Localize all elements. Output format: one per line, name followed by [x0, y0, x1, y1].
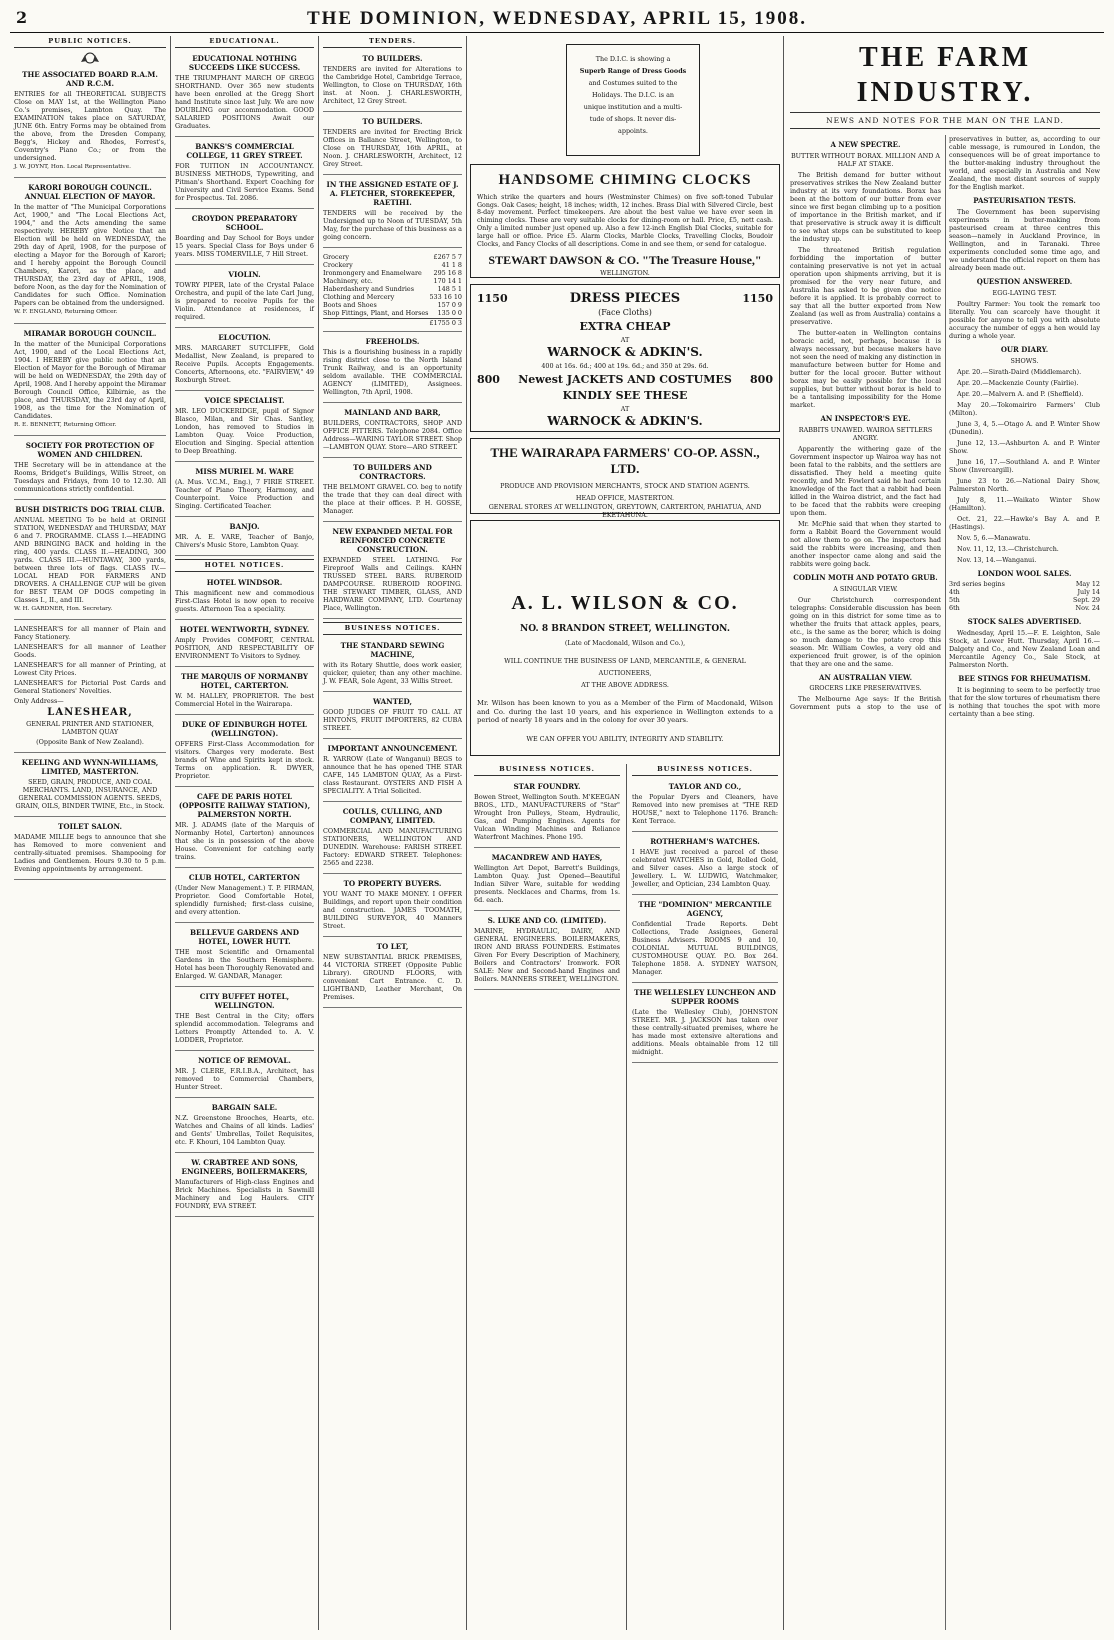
chiming-clocks-ad: [470, 164, 780, 278]
ad-signature: R. E. BENNETT, Returning Officer.: [14, 421, 117, 428]
ad-title: DUKE OF EDINBURGH HOTEL (WELLINGTON).: [182, 720, 307, 739]
warnock-prices: 400 at 16s. 6d.; 400 at 19s. 6d.; and 350 at 29s. 6d.: [541, 362, 709, 370]
notice-ad: [14, 326, 166, 436]
notice-ad: [175, 211, 314, 265]
ad-title: ELOCUTION.: [218, 333, 271, 343]
diary-entry: May 20.—Tokomairiro Farmers' Club (Milton).: [949, 400, 1100, 417]
article-paragraph: The butter-eaten in Wellington contains boracic acid, not, perhaps, because it is always necessary, but because makers have not seen the need of making any distinction in manufacture between butter for Home and butter for the local grocer. Butter without borax may be easily possible for the local supplies, but butter without borax is held to be a tantalising impossibility for the Home market.: [790, 329, 941, 410]
section-heading: BUSINESS NOTICES.: [632, 764, 778, 776]
section-subtitle: NEWS AND NOTES FOR THE MAN ON THE LAND.: [790, 112, 1100, 129]
stock-value: £267 5 7: [433, 253, 462, 262]
diary-entry: June 16, 17.—Southland A. and P. Winter Show (Invercargill).: [949, 457, 1100, 474]
al-wilson-ad: [470, 520, 780, 756]
article-heading: QUESTION ANSWERED.: [976, 277, 1073, 287]
diary-entry: July 8, 11.—Waikato Winter Show (Hamilton).: [949, 495, 1100, 512]
column-rule: [626, 764, 627, 1630]
ad-title: TAYLOR AND CO.,: [668, 782, 742, 792]
ad-title: FREEHOLDS.: [365, 337, 420, 347]
stock-value: 295 16 8: [433, 269, 462, 278]
ad-body: COMMERCIAL AND MANUFACTURING STATIONERS, WELLINGTON AND DUNEDIN. Warehouse: FARISH STREET. Factory: EDWARD STREET. Telephones: 2565 and 2238.: [323, 827, 462, 868]
dic-line: tude of shops. It never dis-: [589, 115, 677, 123]
ad-title: MIRAMAR BOROUGH COUNCIL.: [23, 328, 157, 338]
ad-title: CROYDON PREPARATORY SCHOOL.: [191, 214, 298, 233]
ad-body: GOOD JUDGES OF FRUIT TO CALL AT HINTONS, FRUIT IMPORTERS, 82 CUBA STREET.: [323, 708, 462, 733]
ad-title: EDUCATIONAL NOTHING SUCCEEDS LIKE SUCCESS.: [188, 54, 301, 73]
dic-line: unique institution and a multi-: [583, 103, 683, 111]
ad-body: THE most Scientific and Ornamental Gardens in the Southern Hemisphere. Hotel has been Thoroughly Renovated and Enlarged. W. GANDAR, Manager.: [175, 948, 314, 981]
wool-date: May 12: [1075, 580, 1100, 589]
ad-body: N.Z. Greenstone Brooches, Hearts, etc. Watches and Chains of all kinds. Ladies' and Gents' Umbrellas, Toilet Requisites, etc. F. Khouri, 104 Lambton Quay.: [175, 1114, 314, 1147]
ad-title: MACANDREW AND HAYES,: [491, 853, 603, 863]
ad-title: TO BUILDERS.: [362, 117, 423, 127]
ad-title: THE STANDARD SEWING MACHINE,: [340, 641, 445, 660]
ad-body: SEED, GRAIN, PRODUCE, AND COAL MERCHANTS. LAND, INSURANCE, AND GENERAL COMMISSION AGENTS. SEEDS, GRAIN, OILS, BINDER TWINE, Etc., in Stock.: [15, 777, 165, 810]
ad-body: Bowen Street, Wellington South. M'KEEGAN BROS., LTD., MANUFACTURERS of "Star" Wrought Iron Pulleys, Steam, Hydraulic, Gas, and Pumping Engines. Agents for Vulcan Winding Machines and Reliance Waterfront Machines. Phone 195.: [474, 793, 620, 842]
section-heading: PUBLIC NOTICES.: [14, 36, 166, 48]
dic-line: Superb Range of Dress Goods: [579, 67, 687, 75]
notice-ad: [632, 834, 778, 895]
bee-body: It is beginning to seem to be perfectly true that for the slow tortures of rheumatism there is nothing that touches the spot with more certainty than a bee sting.: [949, 685, 1100, 718]
stock-item: Haberdashery and Sundries: [323, 285, 414, 294]
ad-body: OFFERS First-Class Accommodation for visitors. Charges very moderate. Best brands of Wine and Spirits kept in stock. Terms on application. R. DWYER, Proprietor.: [175, 740, 314, 781]
wilson-late: (Late of Macdonald, Wilson and Co.),: [564, 639, 686, 648]
article-paragraph: The British demand for butter without preservatives strikes the New Zealand butter industry at its very foundations. Borax has been at the bottom of our butter from ever since we first began climbing up to a position of importance in the British market, and if that preservative is struck away it is difficult to see what steps can be substituted to keep the industry up.: [790, 171, 941, 244]
laneshear-address: (Opposite Bank of New Zealand).: [36, 737, 144, 746]
ad-body: MR. J. ADAMS (late of the Marquis of Normanby Hotel, Carterton) announces that she is in possession of the above House. Convenient for catching early trains.: [175, 821, 314, 862]
ad-title: THE WELLESLEY LUNCHEON AND SUPPER ROOMS: [634, 988, 776, 1007]
ad-body: THE BELMONT GRAVEL CO. beg to notify the trade that they can deal direct with the place at their offices. P. H. GOSSE, Manager.: [323, 483, 462, 516]
notice-ad: [323, 51, 462, 112]
article-heading: A NEW SPECTRE.: [830, 140, 901, 150]
wilson-title: A. L. WILSON & CO.: [511, 592, 739, 614]
warnock-adkins-ad: [470, 284, 780, 432]
ad-body: with its Rotary Shuttle, does work easier, quicker, quieter, than any other machine. J. W. FEAR, Sole Agent, 33 Willis Street.: [323, 661, 462, 686]
wilson-address: NO. 8 BRANDON STREET, WELLINGTON.: [520, 624, 730, 634]
ad-body: YOU WANT TO MAKE MONEY. I OFFER Buildings, and report upon their condition and construction. JAMES TOOMATH, BUILDING SURVEYOR, 40 Manners Street.: [323, 890, 462, 931]
ad-body: This is a flourishing business in a rapidly rising district close to the North Island Trunk Railway, and is an opportunity seldom available. THE COMMERCIAL AGENCY (LIMITED), Assignees. Wellington, 7th April, 1908.: [323, 348, 462, 397]
stock-row: [323, 301, 462, 309]
notice-ad: [632, 985, 778, 1063]
stock-sales: Wednesday, April 15.—F. E. Leighton, Sale Stock, at Lower Hutt. Thursday, April 16.—Dalgety and Co., and New Zealand Loan and Mercantile Agency Co., Sale Stock, at Palmerston North.: [949, 629, 1100, 670]
stock-heading: STOCK SALES ADVERTISED.: [967, 617, 1082, 627]
wairarapa-line: HEAD OFFICE, MASTERTON.: [575, 493, 675, 502]
wool-series: 5th: [949, 596, 960, 605]
ad-title: TOILET SALON.: [57, 821, 123, 831]
notice-ad: [14, 180, 166, 323]
warnock-line: WARNOCK & ADKIN'S.: [547, 345, 703, 359]
notice-ad: [323, 524, 462, 619]
stock-row: [323, 253, 462, 261]
ad-body: (Late the Wellesley Club), JOHNSTON STREET. MR. J. JACKSON has taken over these centrally-situated premises, where he has made most extensive alterations and additions. Meals obtainable from 12 till midnight.: [632, 1008, 778, 1057]
wool-heading: LONDON WOOL SALES.: [977, 568, 1072, 578]
article-paragraph: Apparently the withering gaze of the Government inspector up Wairoa way has not been fatal to the rabbits, and the settlers are dissatisfied. They held a meeting quite recently, and Mr. Fowlerd said he had certain knowledge of the fact that a rabbit had been killed in the Wairoa district, and the fact had to be faced that the rabbits were creeping upon them.: [790, 444, 941, 517]
stock-item: Machinery, etc.: [323, 277, 373, 286]
farm-articles: [790, 135, 1100, 1630]
wilson-line: AT THE ABOVE ADDRESS.: [581, 681, 669, 690]
stock-row: [323, 293, 462, 301]
ad-title: THE ASSOCIATED BOARD R.A.M. AND R.C.M.: [22, 70, 158, 89]
ad-body: Confidential Trade Reports. Debt Collections, Trade Assignees, General Business Advisers. ROOMS 9 and 10, COLONIAL MUTUAL BUILDINGS, CUSTOMHOUSE QUAY. P.O. Box 264. Telephone 1858. A. SYDNEY WATSON, Manager.: [632, 920, 778, 977]
notice-ad: [175, 575, 314, 620]
wool-date: July 14: [1077, 588, 1100, 597]
notice-ad: [323, 876, 462, 937]
stock-table: [323, 250, 462, 332]
ad-body: In the matter of "The Municipal Corporations Act, 1900," and "The Local Elections Act, 1904," and the Acts amending the same respectively. HEREBY give Notice that an Election will be held on WEDNESDAY, the 29th day of April, 1908, for the purpose of electing a Mayor for the Borough of Karori; and I hereby appoint the Borough Council Chambers, Karori, as the place, and THURSDAY, the 23rd day of APRIL, 1908, before Noon, as the day for the Nomination of Candidates for such Office. Nomination Papers can be obtained from the undersigned.: [14, 203, 166, 308]
ad-body: MR. J. CLERE, F.R.I.B.A., Architect, has removed to Commercial Chambers, Hunter Street.: [175, 1067, 314, 1092]
article-paragraph: Poultry Farmer: You took the remark too literally. You can scarcely have thought it possible for anyone to tell you with absolute accuracy the number of eggs a hen would lay during a whole year.: [949, 299, 1100, 340]
wilson-line: WILL CONTINUE THE BUSINESS OF LAND, MERCANTILE, & GENERAL: [504, 657, 746, 666]
notice-ad: [14, 67, 166, 178]
laneshear-line: LANESHEAR'S for all manner of Leather Goods.: [14, 643, 166, 660]
wairarapa-title: THE WAIRARAPA FARMERS' CO-OP. ASSN., LTD.: [490, 445, 760, 477]
clocks-place: WELLINGTON.: [600, 268, 650, 277]
clocks-firm: STEWART DAWSON & CO. "The Treasure House,": [488, 252, 762, 267]
article-heading: PASTEURISATION TESTS.: [973, 196, 1076, 206]
ad-body: MADAME MILLIE begs to announce that she has Removed to more convenient and centrally-situated premises. Shampooing for Ladies and Gentlemen. Hours 9.30 to 5 p.m. Evening appointments by arrangement.: [14, 832, 166, 873]
wairarapa-farmers-ad: [470, 438, 780, 519]
ad-body: TENDERS are invited for Erecting Brick Offices in Ballance Street, Wellington, to Close on THURSDAY, 16th APRIL, at Noon. J. CHARLESWORTH, Architect, 12 Grey Street.: [323, 128, 462, 169]
article-subheading: RABBITS UNAWED. WAIROA SETTLERS ANGRY.: [798, 425, 933, 442]
masthead: [10, 6, 1104, 33]
diary-entry: Nov. 5, 6.—Manawatu.: [957, 533, 1031, 542]
article-subheading: A SINGULAR VIEW.: [833, 584, 898, 593]
notice-ad: [175, 1100, 314, 1153]
diary-entry: Apr. 20.—Sirath-Daird (Middlemarch).: [957, 367, 1082, 376]
stock-row: [323, 261, 462, 269]
wilson-body: Mr. Wilson has been known to you as a Member of the Firm of Macdonald, Wilson and Co. during the last 10 years, and his experience in Wellington extends to a period of nearly 18 years and in the colony for over 30 years.: [477, 699, 773, 725]
ad-title: MAINLAND AND BARR,: [344, 408, 441, 418]
notice-ad: [175, 717, 314, 787]
article-subheading: GROCERS LIKE PRESERVATIVES.: [809, 684, 922, 693]
stock-value: 157 0 9: [437, 301, 462, 310]
count-label: 800: [750, 373, 773, 386]
ad-title: HOTEL WENTWORTH, SYDNEY.: [179, 625, 310, 635]
page-number: 2: [16, 8, 28, 27]
ad-title: BUSH DISTRICTS DOG TRIAL CLUB.: [15, 504, 165, 514]
notice-ad: [175, 622, 314, 667]
wool-row: [949, 580, 1100, 588]
notice-ad: [175, 393, 314, 462]
article-heading: CODLIN MOTH AND POTATO GRUB.: [793, 572, 938, 582]
wool-row: [949, 588, 1100, 596]
notice-ad: [323, 114, 462, 175]
count-label: 1150: [477, 292, 508, 306]
ad-body: TENDERS will be received by the Undersigned up to Noon of TUESDAY, 5th May, for the purchase of this business as a going concern.: [323, 209, 462, 242]
notice-ad: [175, 330, 314, 391]
bee-heading: BEE STINGS FOR RHEUMATISM.: [958, 674, 1091, 684]
ad-body: Boarding and Day School for Boys under 15 years. Special Class for Boys under 6 years. MISS TOMERVILLE, 7 Hill Street.: [175, 234, 314, 259]
count-label: 800: [477, 373, 500, 386]
dic-ad: [566, 44, 700, 156]
ad-body: NEW SUBSTANTIAL BRICK PREMISES, 44 VICTORIA STREET (Opposite Public Library). GROUND FLOORS, with convenient Cart Entrance. C. D. LIGHTBAND, Leather Merchant, On Premises.: [323, 953, 462, 1002]
notice-ad: [175, 1155, 314, 1217]
column-rule: [466, 36, 467, 1630]
warnock-line: KINDLY SEE THESE: [562, 388, 688, 402]
ad-body: BUILDERS, CONTRACTORS, SHOP AND OFFICE FITTERS. Telephone 2084. Office Address—WARING TAYLOR STREET. Shop—LAMBTON QUAY. Store—ARO STREET.: [323, 419, 462, 452]
wool-date: Nov. 24: [1075, 604, 1100, 613]
ad-title: SOCIETY FOR PROTECTION OF WOMEN AND CHILDREN.: [25, 440, 155, 459]
ad-title: COULLS, CULLING, AND COMPANY, LIMITED.: [342, 807, 443, 826]
stock-row: [323, 285, 462, 293]
dic-line: The D.I.C. is showing a: [595, 55, 671, 63]
notice-ad: [323, 638, 462, 692]
notice-ad: [175, 669, 314, 715]
ad-body: THE Best Central in the City; offers splendid accommodation. Telegrams and Letters Promptly Attended to. A. V. LODDER, Proprietor.: [175, 1012, 314, 1045]
diary-entry: Apr. 20.—Mackenzie County (Fairlie).: [957, 378, 1079, 387]
farm-industry-section: [786, 36, 1104, 1630]
stock-value: 41 1 8: [441, 261, 462, 270]
ad-title: IMPORTANT ANNOUNCEMENT.: [327, 744, 458, 754]
stock-total: £1755 0 3: [429, 319, 462, 328]
article-paragraph: The Melbourne Age says: If the British Government puts a stop to the use of preservatives in butter, as, according to our cable message, is rumoured in London, the consequences will be of great importance to the butter-making industry throughout the world, and especially in Australia and New Zealand, the most distant sources of supply for the English market.: [790, 135, 1100, 712]
ad-title: WANTED,: [372, 697, 413, 707]
warnock-line: EXTRA CHEAP: [579, 320, 671, 334]
stock-item: Grocery: [323, 253, 350, 262]
ad-title: TO BUILDERS.: [362, 54, 423, 64]
notice-ad: [175, 989, 314, 1051]
ad-title: TO BUILDERS AND CONTRACTORS.: [353, 463, 432, 482]
ad-body: Wellington Art Depot, Barrett's Buildings, Lambton Quay. Just Opened—Beautiful Indian Silver Ware, suitable for wedding presents. Necklaces and Charms, from 1s. 6d. each.: [474, 864, 620, 905]
notice-ad: [474, 913, 620, 990]
laneshear-line: LANESHEAR'S for all manner of Plain and Fancy Stationery.: [14, 625, 166, 642]
ad-body: MR. A. E. VARE, Teacher of Banjo, Chivers's Music Store, Lambton Quay.: [175, 533, 314, 550]
stock-item: Clothing and Mercery: [323, 293, 395, 302]
ad-title: TO LET,: [376, 942, 409, 952]
stock-value: 170 14 1: [433, 277, 462, 286]
ad-body: R. YARROW (Late of Wanganui) BEGS to announce that he has opened THE STAR CAFE, 145 LAMBTON QUAY, As a First-class Restaurant. OYSTERS AND FISH A SPECIALITY. A Trial Solicited.: [323, 755, 462, 796]
notice-ad: [175, 1053, 314, 1098]
wool-series: 6th: [949, 604, 960, 613]
dic-line: appoints.: [618, 127, 648, 135]
notice-ad: [632, 897, 778, 983]
stock-row: [323, 269, 462, 277]
article-paragraph: The Government has been supervising experiments in butter-making from pasteurised cream at three centres this season—namely in Auckland Province, in Wellington, and in Taranaki. Three experiments concluded some time ago, and we understand the official report on them has already been made out.: [949, 208, 1100, 273]
shows-heading: SHOWS.: [1010, 356, 1039, 365]
stock-item: Crockery: [323, 261, 353, 270]
ad-title: CITY BUFFET HOTEL, WELLINGTON.: [199, 992, 290, 1011]
warnock-line: WARNOCK & ADKIN'S.: [547, 413, 703, 428]
wairarapa-line: GENERAL STORES AT WELLINGTON, GREYTOWN, CARTERTON, PAHIATUA, AND EKETAHUNA.: [488, 502, 762, 519]
ad-title: CAFE DE PARIS HOTEL (OPPOSITE RAILWAY STATION), PALMERSTON NORTH.: [178, 792, 311, 820]
ad-body: THE Secretary will be in attendance at the Rooms, Bridget's Buildings, Willis Street, on Tuesdays and Fridays, from 10 to 12.30. All communications strictly confidential.: [14, 460, 166, 493]
stock-value: 135 0 0: [437, 309, 462, 318]
ad-body: I HAVE just received a parcel of these celebrated WATCHES in Gold, Rolled Gold, and Silver cases. Also a large stock of Jewellery. L. W. LUDWIG, Watchmaker, Jeweller, and Optician, 234 Lambton Quay.: [632, 848, 778, 889]
laneshear-name: LANESHEAR,: [47, 707, 133, 719]
ad-body: FOR TUITION IN ACCOUNTANCY. BUSINESS METHODS, Typewriting, and Pitman's Shorthand. Expert Coaching for University and Civil Service Exams. Send for Prospectus. Tel. 2086.: [175, 162, 314, 203]
notice-ad: [175, 267, 314, 328]
warnock-line: DRESS PIECES: [569, 291, 681, 306]
wool-series: 4th: [949, 588, 960, 597]
ad-title: KEELING AND WYNN-WILLIAMS, LIMITED, MASTERTON.: [21, 757, 159, 776]
ad-body: Manufacturers of High-class Engines and Brick Machines. Specialists in Sawmill Machinery and Log Haulers. CITY FOUNDRY, EVA STREET.: [175, 1178, 314, 1211]
diary-entry: June 12, 13.—Ashburton A. and P. Winter Show.: [949, 438, 1100, 455]
section-title: THE FARM INDUSTRY.: [856, 42, 1034, 108]
ad-title: BARGAIN SALE.: [211, 1103, 278, 1113]
ad-body: the Popular Dyers and Cleaners, have Removed into new premises at "THE RED HOUSE," next to Telephone 1176. Branch: Kent Terrace.: [632, 793, 778, 826]
section-heading: HOTEL NOTICES.: [175, 559, 314, 572]
ad-body: W. M. HALLEY, PROPRIETOR. The best Commercial Hotel in the Wairarapa.: [175, 692, 314, 709]
diary-entry: Nov. 11, 12, 13.—Christchurch.: [957, 544, 1059, 553]
section-heading: TENDERS.: [323, 36, 462, 48]
dic-line: Holidays. The D.I.C. is an: [591, 91, 675, 99]
diary-entry: Nov. 13, 14.—Wanganui.: [957, 555, 1037, 564]
diary-entry: June 23 to 26.—National Dairy Show, Palmerston North.: [949, 476, 1100, 493]
article-paragraph: Mr. McPhie said that when they started to form a Rabbit Board the Government would not allow them to go on. The inspectors had said the rabbits were increasing, and then another inspector came along and said the rabbits were going back.: [790, 519, 941, 568]
article-heading: AN AUSTRALIAN VIEW.: [818, 672, 913, 682]
stock-row: [323, 309, 462, 317]
ad-body: EXPANDED STEEL LATHING. For Fireproof Walls and Ceilings. KAHN TRUSSED STEEL BARS. RUBEROID DAMPCOURSE. RUBEROID ROOFING. THE STEWART TIMBER, GLASS, AND HARDWARE COMPANY, LTD. Courtenay Place, Wellington.: [323, 556, 462, 613]
ad-title: THE MARQUIS OF NORMANBY HOTEL, CARTERTON.: [180, 672, 309, 691]
ad-title: TO PROPERTY BUYERS.: [343, 879, 442, 889]
toilet-salon-ad: [14, 819, 166, 880]
ad-body: In the matter of the Municipal Corporations Act, 1900, and of the Local Elections Act, 1904. I HEREBY give public notice that an Election of Mayor for the Borough of Miramar will be held on WEDNESDAY, the 29th day of April, 1908. And I hereby appoint the Miramar Borough Council Office, Kilbirnie, as the place, and THURSDAY, the 23rd day of April, 1908, as the time for the Nomination of Candidates.: [14, 339, 166, 420]
wool-date: Sept. 29: [1072, 596, 1100, 605]
notice-ad: [323, 177, 462, 248]
ad-body: THE TRIUMPHANT MARCH OF GREGG SHORTHAND. Over 365 new students have been enrolled at the Gregg Short hand Institute since last July. We are now DOUBLING our accommodation. GOOD SALARIED POSITIONS Await our Graduates.: [175, 74, 314, 131]
wool-series: 3rd series begins: [949, 580, 1005, 589]
keeling-ad: [14, 755, 166, 817]
ad-title: S. LUKE AND CO. (LIMITED).: [487, 916, 607, 926]
notice-ad: [175, 519, 314, 556]
ad-title: STAR FOUNDRY.: [513, 782, 581, 792]
notice-ad: [474, 850, 620, 911]
article-paragraph: The threatened British regulation forbidding the importation of butter containing preservative is not yet in actual operation upon shipments arriving, but it is promised for the very near future, and Australia has asked to be given due notice before it is applied. It is probably correct to say that all the butter exported from New Zealand (as well as from Australia) contains a preservative.: [790, 246, 941, 327]
ad-title: NEW EXPANDED METAL FOR REINFORCED CONCRETE CONSTRUCTION.: [332, 527, 453, 555]
ad-title: BELLEVUE GARDENS AND HOTEL, LOWER HUTT.: [189, 928, 299, 947]
notice-ad: [175, 139, 314, 209]
ad-title: W. CRABTREE AND SONS, ENGINEERS, BOILERMAKERS,: [181, 1158, 308, 1177]
stock-item: Boots and Shoes: [323, 301, 377, 310]
stock-item: Ironmongery and Enamelware: [323, 269, 422, 278]
ad-title: BANJO.: [229, 522, 260, 532]
notice-ad: [632, 779, 778, 832]
ad-body: ENTRIES for all THEORETICAL SUBJECTS Close on MAY 1st, at the Wellington Piano Co.'s premises, Lambton Quay. The EXAMINATION takes place on SATURDAY, JUNE 6th. Entry Forms may be obtained from the above, from the Dresden Company, Begg's, Hickey and Rhodes, Forrest's, Coventry's Piano Co.; or from the undersigned.: [14, 90, 166, 163]
laneshear-role: GENERAL PRINTER AND STATIONER, LAMBTON QUAY: [26, 719, 154, 736]
ad-title: KARORI BOROUGH COUNCIL. ANNUAL ELECTION OF MAYOR.: [24, 183, 156, 202]
ad-body: TENDERS are invited for Alterations to the Cambridge Hotel, Cambridge Terrace, Wellington, to Close on THURSDAY, 16th inst. at Noon. J. CHARLESWORTH, Architect, 12 Grey Street.: [323, 65, 462, 106]
article-subheading: BUTTER WITHOUT BORAX. MILLION AND A HALF AT STAKE.: [790, 152, 941, 169]
column-educational: [171, 36, 318, 1630]
ad-title: IN THE ASSIGNED ESTATE OF J. A. FLETCHER, STOREKEEPER, RAETIHI.: [326, 180, 459, 208]
only-address: Only Address—: [14, 697, 64, 706]
notice-ad: [323, 334, 462, 403]
warnock-line: AT: [620, 404, 630, 413]
diary-entry: Oct. 21, 22.—Hawke's Bay A. and P. (Hastings).: [949, 514, 1100, 531]
notice-ad: [175, 464, 314, 517]
warnock-line: Newest JACKETS AND COSTUMES: [518, 373, 732, 386]
notice-ad: [175, 925, 314, 987]
notice-ad: [175, 870, 314, 923]
section-heading: BUSINESS NOTICES.: [474, 764, 620, 776]
stock-item: Shop Fittings, Plant, and Horses: [323, 309, 429, 318]
clocks-title: HANDSOME CHIMING CLOCKS: [498, 172, 752, 188]
wilson-offer: WE CAN OFFER YOU ABILITY, INTEGRITY AND STABILITY.: [526, 734, 724, 743]
wool-row: [949, 596, 1100, 604]
warnock-line: AT: [620, 336, 630, 344]
stock-value: 533 16 10: [429, 293, 462, 302]
stock-row: [323, 277, 462, 285]
ad-body: TOWRY PIPER, late of the Crystal Palace Orchestra, and pupil of the late Carl Jung, is prepared to receive Pupils for the Violin. Attendance at residences, if required.: [175, 281, 314, 322]
ad-body: MRS. MARGARET SUTCLIFFE, Gold Medallist, New Zealand, is prepared to Receive Pupils. Accepts Engagements. Concerts, Afternoons, etc. "FAIRVIEW," 49 Roxburgh Street.: [175, 344, 314, 385]
warnock-line: (Face Cloths): [598, 308, 652, 318]
ad-signature: W. H. GARDNER, Hon. Secretary.: [14, 605, 113, 612]
column-rule: [783, 36, 784, 1630]
column-business-notices-left: [470, 764, 624, 1630]
ad-body: MR. LEO DUCKERIDGE, pupil of Signor Blasco, Milan, and Sir Chas. Santley, London, has removed to Studios in Lambton Quay. Voice Production, Elocution and Singing. Special attention to Deep Breathing.: [175, 407, 314, 456]
ad-body: ANNUAL MEETING To be held at ORINGI STATION, WEDNESDAY and THURSDAY, MAY 6 and 7. PROGRAMME. CLASS I.—HEADING AND BRINGING BACK and holding in the ring, 400 yards. CLASS II.—HEADING, 300 yards. CLASS III.—HUNTAWAY, 300 yards, between three lots of flags. CLASS IV.—LOCAL HEAD FOR FARMERS AND DROVERS. A CHALLENGE CUP will be given for BEST TEAM OF DOGS competing in Classes I., II., and III.: [14, 515, 166, 604]
notice-ad: [14, 502, 166, 620]
ad-body: (Under New Management.) T. P. FIRMAN, Proprietor. Good Comfortable Hotel, splendidly furnished; first-class cuisine, and every attention.: [175, 884, 314, 917]
notice-ad: [323, 939, 462, 1008]
ad-body: (A. Mus. V.C.M., Eng.), 7 FIRIE STREET. Teacher of Piano Theory, Harmony, and Counterpoint. Voice Production and Singing. Certificated Teacher.: [175, 478, 314, 511]
stock-value: 148 5 1: [437, 285, 462, 294]
coat-of-arms-icon: [79, 51, 101, 65]
laneshear-line: LANESHEAR'S for Pictorial Post Cards and General Stationers' Novelties.: [14, 679, 166, 696]
ad-title: VIOLIN.: [228, 270, 261, 280]
ad-body: This magnificent new and commodious First-Class Hotel is now open to receive guests. Afternoon Tea a speciality.: [175, 589, 314, 614]
laneshear-line: LANESHEAR'S for all manner of Printing, at Lowest City Prices.: [14, 661, 166, 678]
ad-body: Amply Provides COMFORT, CENTRAL POSITION, AND RESPECTABILITY OF ENVIRONMENT To Visitors to Sydney.: [175, 636, 314, 661]
notice-ad: [175, 789, 314, 868]
notice-ad: [14, 438, 166, 500]
article-paragraph: Our Christchurch correspondent telegraphs: Considerable discussion has been going on in this district for some time as to whether the fruits that attack apples, pears, etc., is the same as the borer, which is doing so much damage to the potato crop this season. Mr. William Cowles, a very old and experienced fruit grower, is of the opinion that they are one and the same.: [790, 595, 941, 668]
dic-line: and Costumes suited to the: [588, 79, 678, 87]
ad-title: NOTICE OF REMOVAL.: [198, 1056, 291, 1066]
clocks-body: Which strike the quarters and hours (Westminster Chimes) on five soft-toned Tubular Gongs. Oak Cases; height, 18 inches; width, 12 inches. Brass Dial with Silvered Circle, best 8-day movement. Perfect timekeepers. Are about the best value we have ever seen in chiming clocks. These are very suitable clocks for dining-room or hall. Price, £5, nett cash. Only a limited number just opened up. Also a few 12-inch English Dial Clocks, suitable for large hall or office. Price £5. Alarm Clocks, Marble Clocks, Travelling Clocks, Boudoir Clocks, and Fancy Clocks of all descriptions. Come in and see them, or send for catalogue.: [477, 193, 773, 248]
section-heading: EDUCATIONAL.: [175, 36, 314, 48]
ad-title: CLUB HOTEL, CARTERTON: [188, 873, 301, 883]
ad-title: THE "DOMINION" MERCANTILE AGENCY,: [638, 900, 772, 919]
newspaper-title: THE DOMINION, WEDNESDAY, APRIL 15, 1908.: [306, 8, 808, 29]
notice-ad: [175, 51, 314, 137]
notice-ad: [323, 741, 462, 802]
column-tenders: [319, 36, 466, 1630]
notice-ad: [323, 804, 462, 874]
column-business-notices-right: [628, 764, 782, 1630]
count-label: 1150: [742, 292, 773, 306]
ad-signature: J. W. JOYNT, Hon. Local Representative.: [14, 164, 131, 171]
notice-ad: [323, 405, 462, 458]
article-heading: AN INSPECTOR'S EYE.: [820, 414, 911, 424]
notice-ad: [323, 694, 462, 739]
ad-title: BANKS'S COMMERCIAL COLLEGE, 11 GREY STREET.: [186, 142, 303, 161]
diary-heading: OUR DIARY.: [1000, 344, 1049, 354]
diary-entry: Apr. 20.—Malvern A. and P. (Sheffield).: [957, 389, 1084, 398]
laneshear-ads: [14, 622, 166, 753]
section-heading: BUSINESS NOTICES.: [323, 622, 462, 635]
wairarapa-line: PRODUCE AND PROVISION MERCHANTS, STOCK AND STATION AGENTS.: [500, 481, 750, 490]
ad-title: HOTEL WINDSOR.: [206, 578, 283, 588]
ad-title: MISS MURIEL M. WARE: [195, 467, 294, 477]
ad-body: MARINE, HYDRAULIC, DAIRY, AND GENERAL ENGINEERS. BOILERMAKERS, IRON AND BRASS FOUNDERS. Estimates Given For Every Description of Machinery, Boilers and Contractors' Ironwork. FOR SALE: New and Second-hand Engines and Boilers. MANNERS STREET, WELLINGTON.: [474, 927, 620, 984]
ad-signature: W. F. ENGLAND, Returning Officer.: [14, 309, 118, 316]
diary-entry: June 3, 4, 5.—Otago A. and P. Winter Show (Dunedin).: [949, 419, 1100, 436]
notice-ad: [474, 779, 620, 848]
ad-title: VOICE SPECIALIST.: [204, 396, 285, 406]
wool-row: [949, 604, 1100, 612]
ad-title: ROTHERHAM'S WATCHES.: [650, 837, 760, 847]
column-public-notices: [10, 36, 170, 1630]
article-subheading: EGG-LAYING TEST.: [992, 288, 1057, 297]
wilson-line: AUCTIONEERS,: [598, 669, 652, 678]
notice-ad: [323, 460, 462, 522]
